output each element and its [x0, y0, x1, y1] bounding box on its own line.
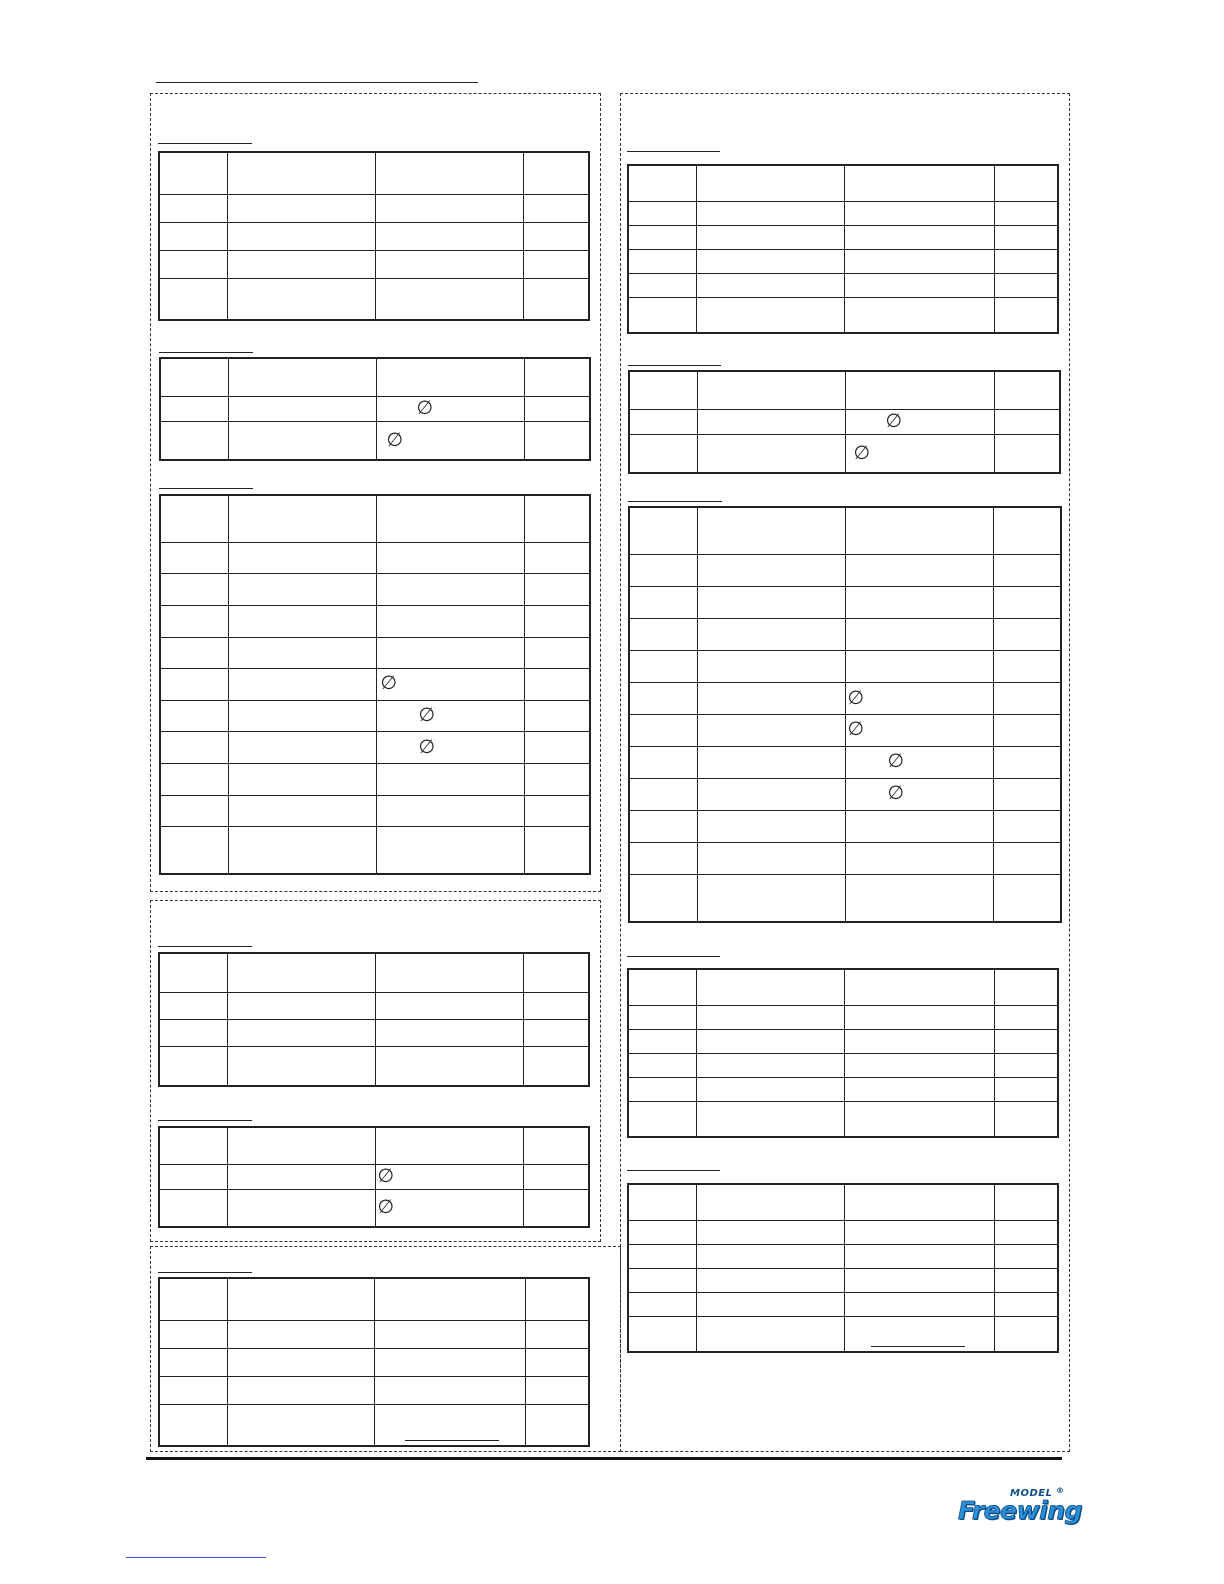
section-title-underline	[628, 365, 721, 366]
page-heading-underline	[156, 82, 478, 83]
section-title-underline	[158, 143, 252, 144]
section-title-underline	[159, 488, 253, 489]
diameter-symbol: ∅	[386, 428, 404, 451]
diameter-symbol: ∅	[377, 1196, 395, 1219]
diameter-symbol: ∅	[885, 410, 903, 433]
logo-brand-text: Freewing	[958, 1496, 1082, 1525]
diameter-symbol: ∅	[847, 686, 865, 709]
section-title-underline	[627, 1170, 720, 1171]
diameter-symbol: ∅	[887, 782, 905, 805]
footer-link-underline	[126, 1557, 266, 1558]
parts-table-l2	[159, 357, 591, 461]
diameter-symbol: ∅	[418, 735, 436, 758]
parts-table-l3	[159, 494, 591, 875]
freewing-logo-icon	[958, 1486, 1082, 1525]
section-title-underline	[158, 1272, 252, 1273]
parts-table-r3	[628, 506, 1062, 923]
diameter-symbol: ∅	[853, 441, 871, 464]
blank-underline	[871, 1346, 965, 1347]
parts-table-l1	[158, 151, 590, 321]
parts-table-l4	[158, 952, 590, 1087]
parts-table-r1	[627, 164, 1059, 334]
parts-table-l6	[158, 1277, 590, 1447]
section-title-underline	[158, 946, 252, 947]
blank-underline	[405, 1440, 499, 1441]
section-title-underline	[159, 352, 253, 353]
footer-rule	[146, 1457, 1062, 1460]
section-title-underline	[627, 956, 720, 957]
diameter-symbol: ∅	[416, 397, 434, 420]
diameter-symbol: ∅	[418, 704, 436, 727]
section-title-underline	[158, 1120, 252, 1121]
diameter-symbol: ∅	[847, 718, 865, 741]
diameter-symbol: ∅	[380, 672, 398, 695]
logo-registered-mark: ®	[1056, 1486, 1065, 1495]
parts-table-r4	[627, 968, 1059, 1138]
section-title-underline	[627, 151, 720, 152]
parts-table-l5	[158, 1126, 590, 1228]
parts-table-r5	[627, 1183, 1059, 1353]
logo-sub-text: MODEL	[1010, 1488, 1053, 1499]
parts-table-r2	[628, 370, 1061, 474]
diameter-symbol: ∅	[887, 750, 905, 773]
section-title-underline	[628, 501, 722, 502]
diameter-symbol: ∅	[377, 1165, 395, 1188]
